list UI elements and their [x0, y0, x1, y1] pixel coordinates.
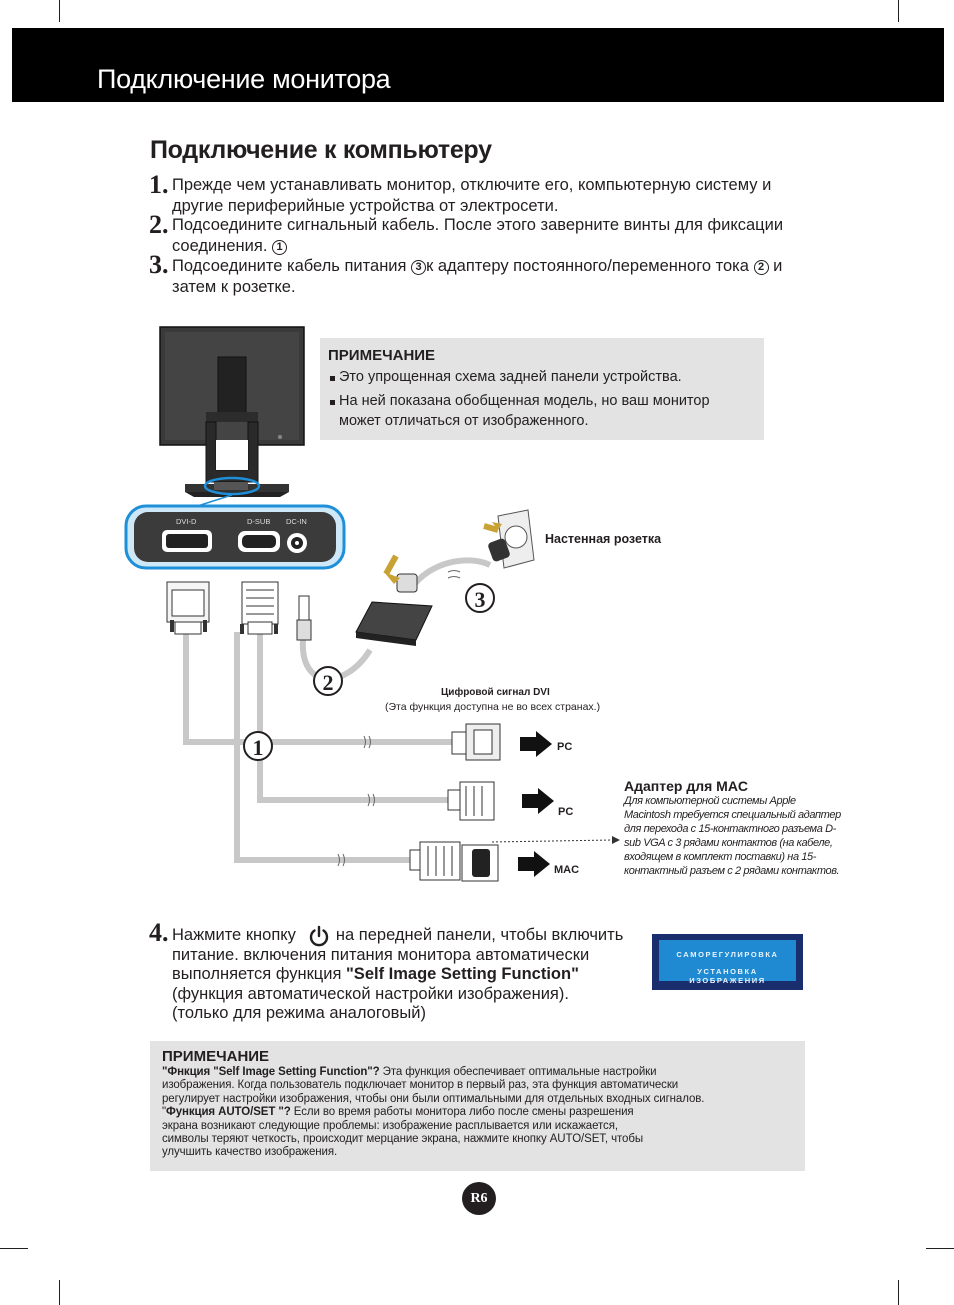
step-number: 4. — [149, 918, 169, 947]
osd-message-panel — [659, 940, 796, 985]
note-title: ПРИМЕЧАНИЕ — [328, 347, 436, 364]
dvi-signal-label: Цифровой сигнал DVI — [441, 687, 550, 698]
step-3-text: Подсоедините кабель питания 3 к адаптеру постоянного/переменного тока 2 и затем к розетке. — [172, 257, 783, 296]
header-title: Подключение монитора — [97, 64, 391, 94]
osd-line-1: САМОРЕГУЛИРОВКА — [676, 950, 779, 959]
callout-2 — [314, 667, 342, 695]
callout-1-label: 1 — [252, 735, 264, 760]
page-number-badge: R6 — [462, 1182, 496, 1215]
osd-message-box — [652, 934, 803, 990]
crop-mark — [898, 0, 899, 22]
note-title: ПРИМЕЧАНИЕ — [162, 1048, 270, 1065]
monitor-back — [160, 327, 304, 510]
callout-2-label: 2 — [322, 670, 334, 695]
step-number: 2. — [149, 210, 169, 239]
mac-adapter-connector — [410, 842, 498, 881]
crop-mark — [59, 1280, 60, 1305]
callout-marker: 1 — [272, 240, 287, 255]
wall-outlet — [484, 510, 534, 568]
note-body: "Фнкция "Self Image Setting Function"? Эта функция обеспечивает оптимальные настройки изображения. Когда пользователь подключает монитор в первый раз, эта функция автоматически регулирует настройки изображения, чтобы они были оптимальными для отдельных входных сигналов. "Функция AUTO/SET "? Если во время работы монитора либо после смены разрешения экрана возникают следующие проблемы: изображение расплывается или искажается, символы теряют четкость, происходит мерцание экрана, нажмите кнопку AUTO/SET, чтобы улучшить качество изображения. — [162, 1066, 705, 1159]
note-box — [320, 338, 764, 440]
dsub-connector-top — [240, 582, 278, 634]
step-number: 3. — [149, 250, 169, 279]
mac-leader-line — [492, 840, 612, 842]
target-mac: MAC — [554, 864, 580, 876]
dvi-connector-end — [452, 724, 500, 760]
dvi-connector-top — [167, 582, 209, 634]
arrows — [518, 731, 554, 877]
mac-adapter-description: Для компьютерной системы Apple Macintosh требуется специальный адаптер для перехода с 15-контактного разъема D-sub VGA с 3 рядами контактов (на кабеле, входящем в комплект поставки) на 15-контактный разъем с 2 рядами контактов. — [624, 795, 841, 877]
port-label-dcin: DC-IN — [286, 517, 307, 526]
power-adapter — [356, 556, 432, 646]
dvi-availability-note: (Эта функция доступна не во всех странах.) — [385, 701, 601, 713]
callout-1 — [244, 732, 272, 760]
callout-marker: 3 — [411, 260, 426, 275]
wall-outlet-label: Настенная розетка — [545, 532, 662, 546]
note-box — [150, 1041, 805, 1171]
port-label-dsub: D-SUB — [247, 517, 271, 526]
mac-leader-arrow — [612, 836, 620, 844]
step-2-text: Подсоедините сигнальный кабель. После этого заверните винты для фиксации соединения. 1 — [172, 216, 784, 255]
step-4-text: Нажмите кнопку на передней панели, чтобы включить питание. включения питания монитора автоматически выполняется функция "Self Image Setting Function" (функция автоматической настройки изображения). (только для режима аналоговый) — [172, 926, 624, 1022]
arrow-right-icon — [522, 788, 554, 814]
dsub-connector-end — [448, 782, 494, 820]
crop-mark — [0, 1248, 28, 1249]
step-number: 1. — [149, 170, 169, 199]
callout-3-label: 3 — [474, 587, 486, 612]
arrow-right-icon — [518, 851, 550, 877]
osd-line-2: УСТАНОВКА ИЗОБРАЖЕНИЯ — [689, 967, 766, 985]
callout-3 — [466, 584, 494, 612]
step-1-text: Прежде чем устанавливать монитор, отключите его, компьютерную систему и другие периферийные устройства от электросети. — [172, 176, 772, 215]
crop-mark — [898, 1280, 899, 1305]
callout-marker: 2 — [754, 260, 769, 275]
crop-mark — [59, 0, 60, 22]
target-pc-dsub: PC — [558, 806, 574, 818]
target-pc-dvi: PC — [557, 741, 573, 753]
section-title: Подключение к компьютеру — [150, 136, 492, 164]
mac-adapter-title: Адаптер для MAC — [624, 778, 749, 794]
crop-mark — [926, 1248, 954, 1249]
port-panel — [126, 506, 344, 568]
dc-plug — [297, 596, 311, 640]
note-item: Это упрощенная схема задней панели устройства. — [330, 367, 682, 387]
note-item: На ней показана обобщенная модель, но ваш монитор может отличаться от изображенного. — [330, 391, 710, 431]
port-label-dvi: DVI-D — [176, 517, 197, 526]
arrow-right-icon — [520, 731, 552, 757]
power-icon — [308, 925, 330, 947]
